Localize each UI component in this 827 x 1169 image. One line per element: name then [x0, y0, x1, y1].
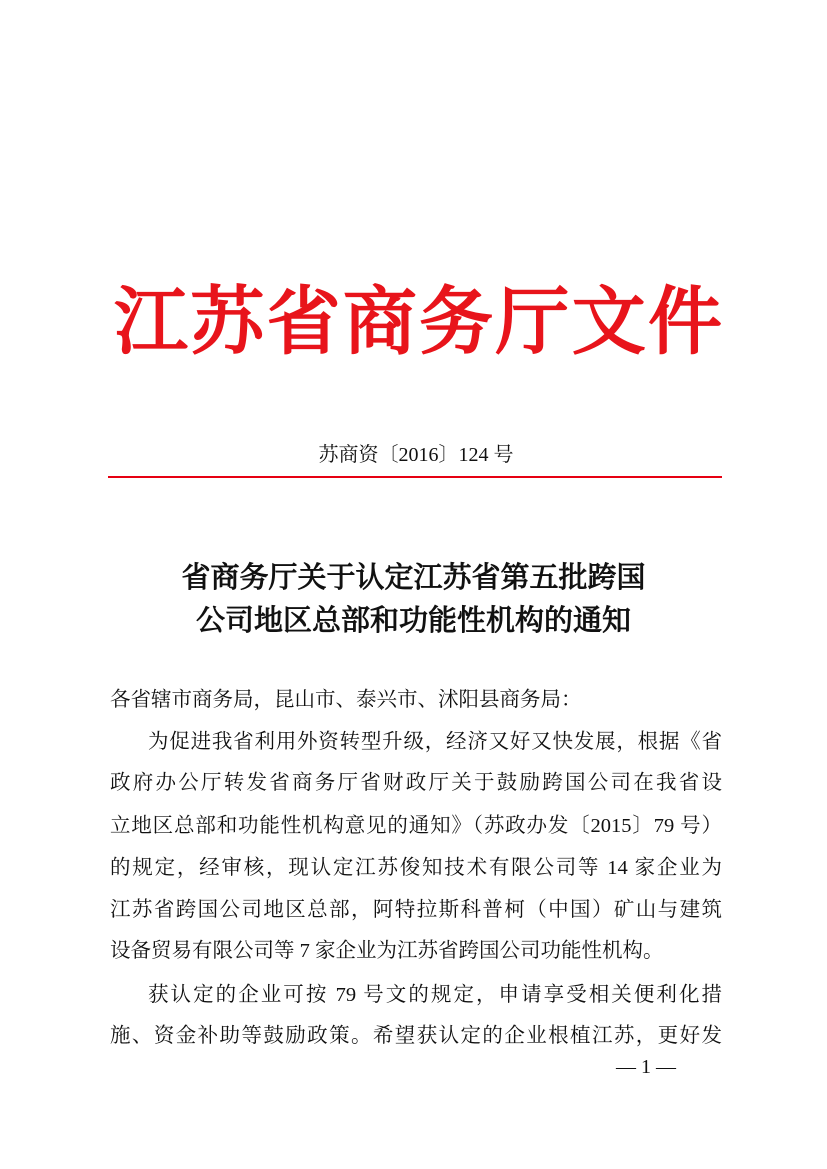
body-line: 获认定的企业可按 79 号文的规定，申请享受相关便利化措 — [148, 984, 722, 1006]
body-line: 为促进我省利用外资转型升级，经济又好又快发展，根据《省 — [148, 731, 722, 753]
body-line: 设备贸易有限公司等 7 家企业为江苏省跨国公司功能性机构。 — [110, 940, 664, 962]
document-title-line-2: 公司地区总部和功能性机构的通知 — [195, 605, 631, 637]
red-divider-line — [108, 476, 722, 478]
page-number: — 1 — — [616, 1056, 676, 1078]
document-number: 苏商资〔2016〕124 号 — [318, 444, 514, 466]
body-line: 江苏省跨国公司地区总部，阿特拉斯科普柯（中国）矿山与建筑 — [110, 899, 722, 921]
body-line: 政府办公厅转发省商务厅省财政厅关于鼓励跨国公司在我省设 — [110, 772, 722, 794]
document-title-line-1: 省商务厅关于认定江苏省第五批跨国 — [181, 562, 646, 594]
body-line: 的规定，经审核，现认定江苏俊知技术有限公司等 14 家企业为 — [110, 857, 722, 879]
issuing-authority-header: 江苏省商务厅文件 — [114, 279, 722, 365]
body-line: 施、资金补助等鼓励政策。希望获认定的企业根植江苏，更好发 — [110, 1025, 722, 1047]
body-line: 立地区总部和功能性机构意见的通知》（苏政办发〔2015〕79 号） — [110, 815, 722, 837]
salutation: 各省辖市商务局，昆山市、泰兴市、沭阳县商务局： — [110, 689, 582, 711]
